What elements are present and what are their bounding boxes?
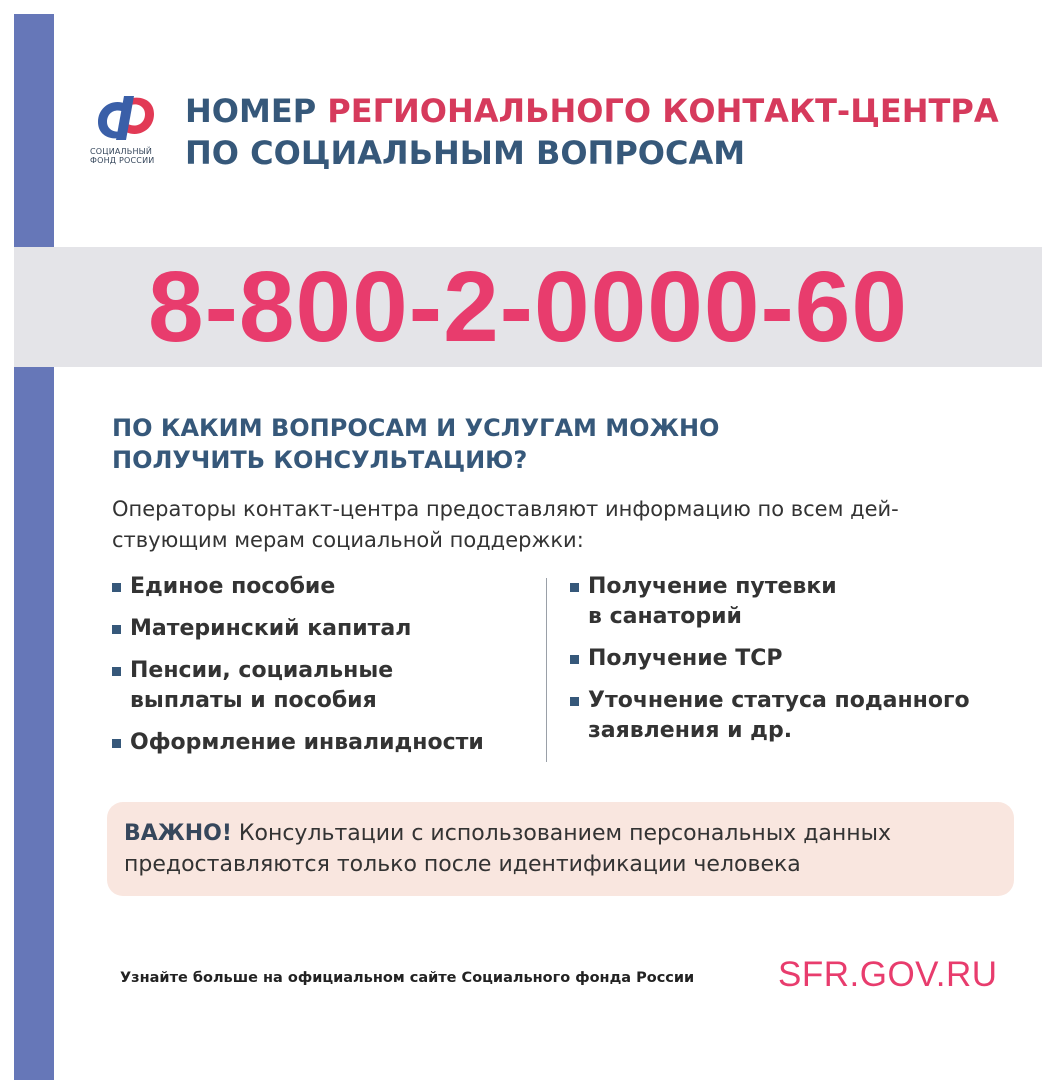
service-label-line1: Уточнение статуса поданного bbox=[588, 688, 970, 713]
service-label bbox=[588, 572, 837, 632]
notice-line1 bbox=[124, 818, 891, 849]
service-label-line2: заявления и др. bbox=[588, 718, 793, 743]
title-line1 bbox=[185, 90, 999, 132]
service-label-line2: в санаторий bbox=[588, 604, 742, 629]
column-divider bbox=[546, 578, 547, 762]
intro-line1: Операторы контакт-центра предоставляют информацию по всем дей- bbox=[112, 497, 899, 521]
service-label bbox=[130, 656, 393, 716]
list-item bbox=[570, 644, 1030, 674]
logo-caption-line1: СОЦИАЛЬНЫЙ bbox=[90, 147, 153, 156]
list-item bbox=[570, 572, 1030, 632]
intro-text bbox=[112, 494, 899, 556]
sfr-logo bbox=[90, 92, 166, 165]
important-notice-text bbox=[124, 818, 891, 880]
footer-text: Узнайте больше на официальном сайте Социального фонда России bbox=[120, 970, 695, 986]
service-label bbox=[588, 686, 970, 746]
square-bullet-icon bbox=[112, 667, 121, 676]
list-item bbox=[112, 656, 532, 716]
notice-line1-text: Консультации с использованием персональных данных bbox=[231, 821, 892, 846]
title-accent: РЕГИОНАЛЬНОГО КОНТАКТ-ЦЕНТРА bbox=[327, 92, 999, 130]
square-bullet-icon bbox=[112, 583, 121, 592]
list-item bbox=[112, 572, 532, 602]
square-bullet-icon bbox=[112, 739, 121, 748]
phone-number[interactable]: 8-800-2-0000-60 bbox=[148, 250, 908, 363]
service-label: Получение ТСР bbox=[588, 646, 783, 671]
service-label: Материнский капитал bbox=[130, 616, 412, 641]
square-bullet-icon bbox=[570, 655, 579, 664]
service-label: Оформление инвалидности bbox=[130, 730, 484, 755]
service-label-line1: Пенсии, социальные bbox=[130, 658, 394, 683]
question-heading bbox=[112, 412, 719, 476]
service-label: Единое пособие bbox=[130, 574, 336, 599]
list-item bbox=[112, 728, 532, 758]
square-bullet-icon bbox=[112, 625, 121, 634]
question-line2: ПОЛУЧИТЬ КОНСУЛЬТАЦИЮ? bbox=[112, 446, 528, 474]
title-start: НОМЕР bbox=[185, 92, 328, 130]
list-item bbox=[112, 614, 532, 644]
intro-line2: ствующим мерам социальной поддержки: bbox=[112, 528, 584, 552]
notice-line2: предоставляются только после идентификации человека bbox=[124, 852, 801, 877]
page-title bbox=[185, 90, 999, 174]
services-right-column bbox=[570, 572, 1030, 758]
left-accent-bar bbox=[14, 14, 54, 1080]
notice-label: ВАЖНО! bbox=[124, 821, 232, 846]
footer-site-link[interactable]: SFR.GOV.RU bbox=[778, 955, 998, 994]
title-line2: ПО СОЦИАЛЬНЫМ ВОПРОСАМ bbox=[185, 134, 746, 172]
list-item bbox=[570, 686, 1030, 746]
service-label-line1: Получение путевки bbox=[588, 574, 837, 599]
square-bullet-icon bbox=[570, 697, 579, 706]
service-label-line2: выплаты и пособия bbox=[130, 688, 377, 713]
services-left-column bbox=[112, 572, 532, 770]
question-line1: ПО КАКИМ ВОПРОСАМ И УСЛУГАМ МОЖНО bbox=[112, 414, 720, 442]
logo-caption-line2: ФОНД РОССИИ bbox=[90, 156, 155, 165]
square-bullet-icon bbox=[570, 583, 579, 592]
sfr-logo-icon bbox=[90, 92, 162, 144]
